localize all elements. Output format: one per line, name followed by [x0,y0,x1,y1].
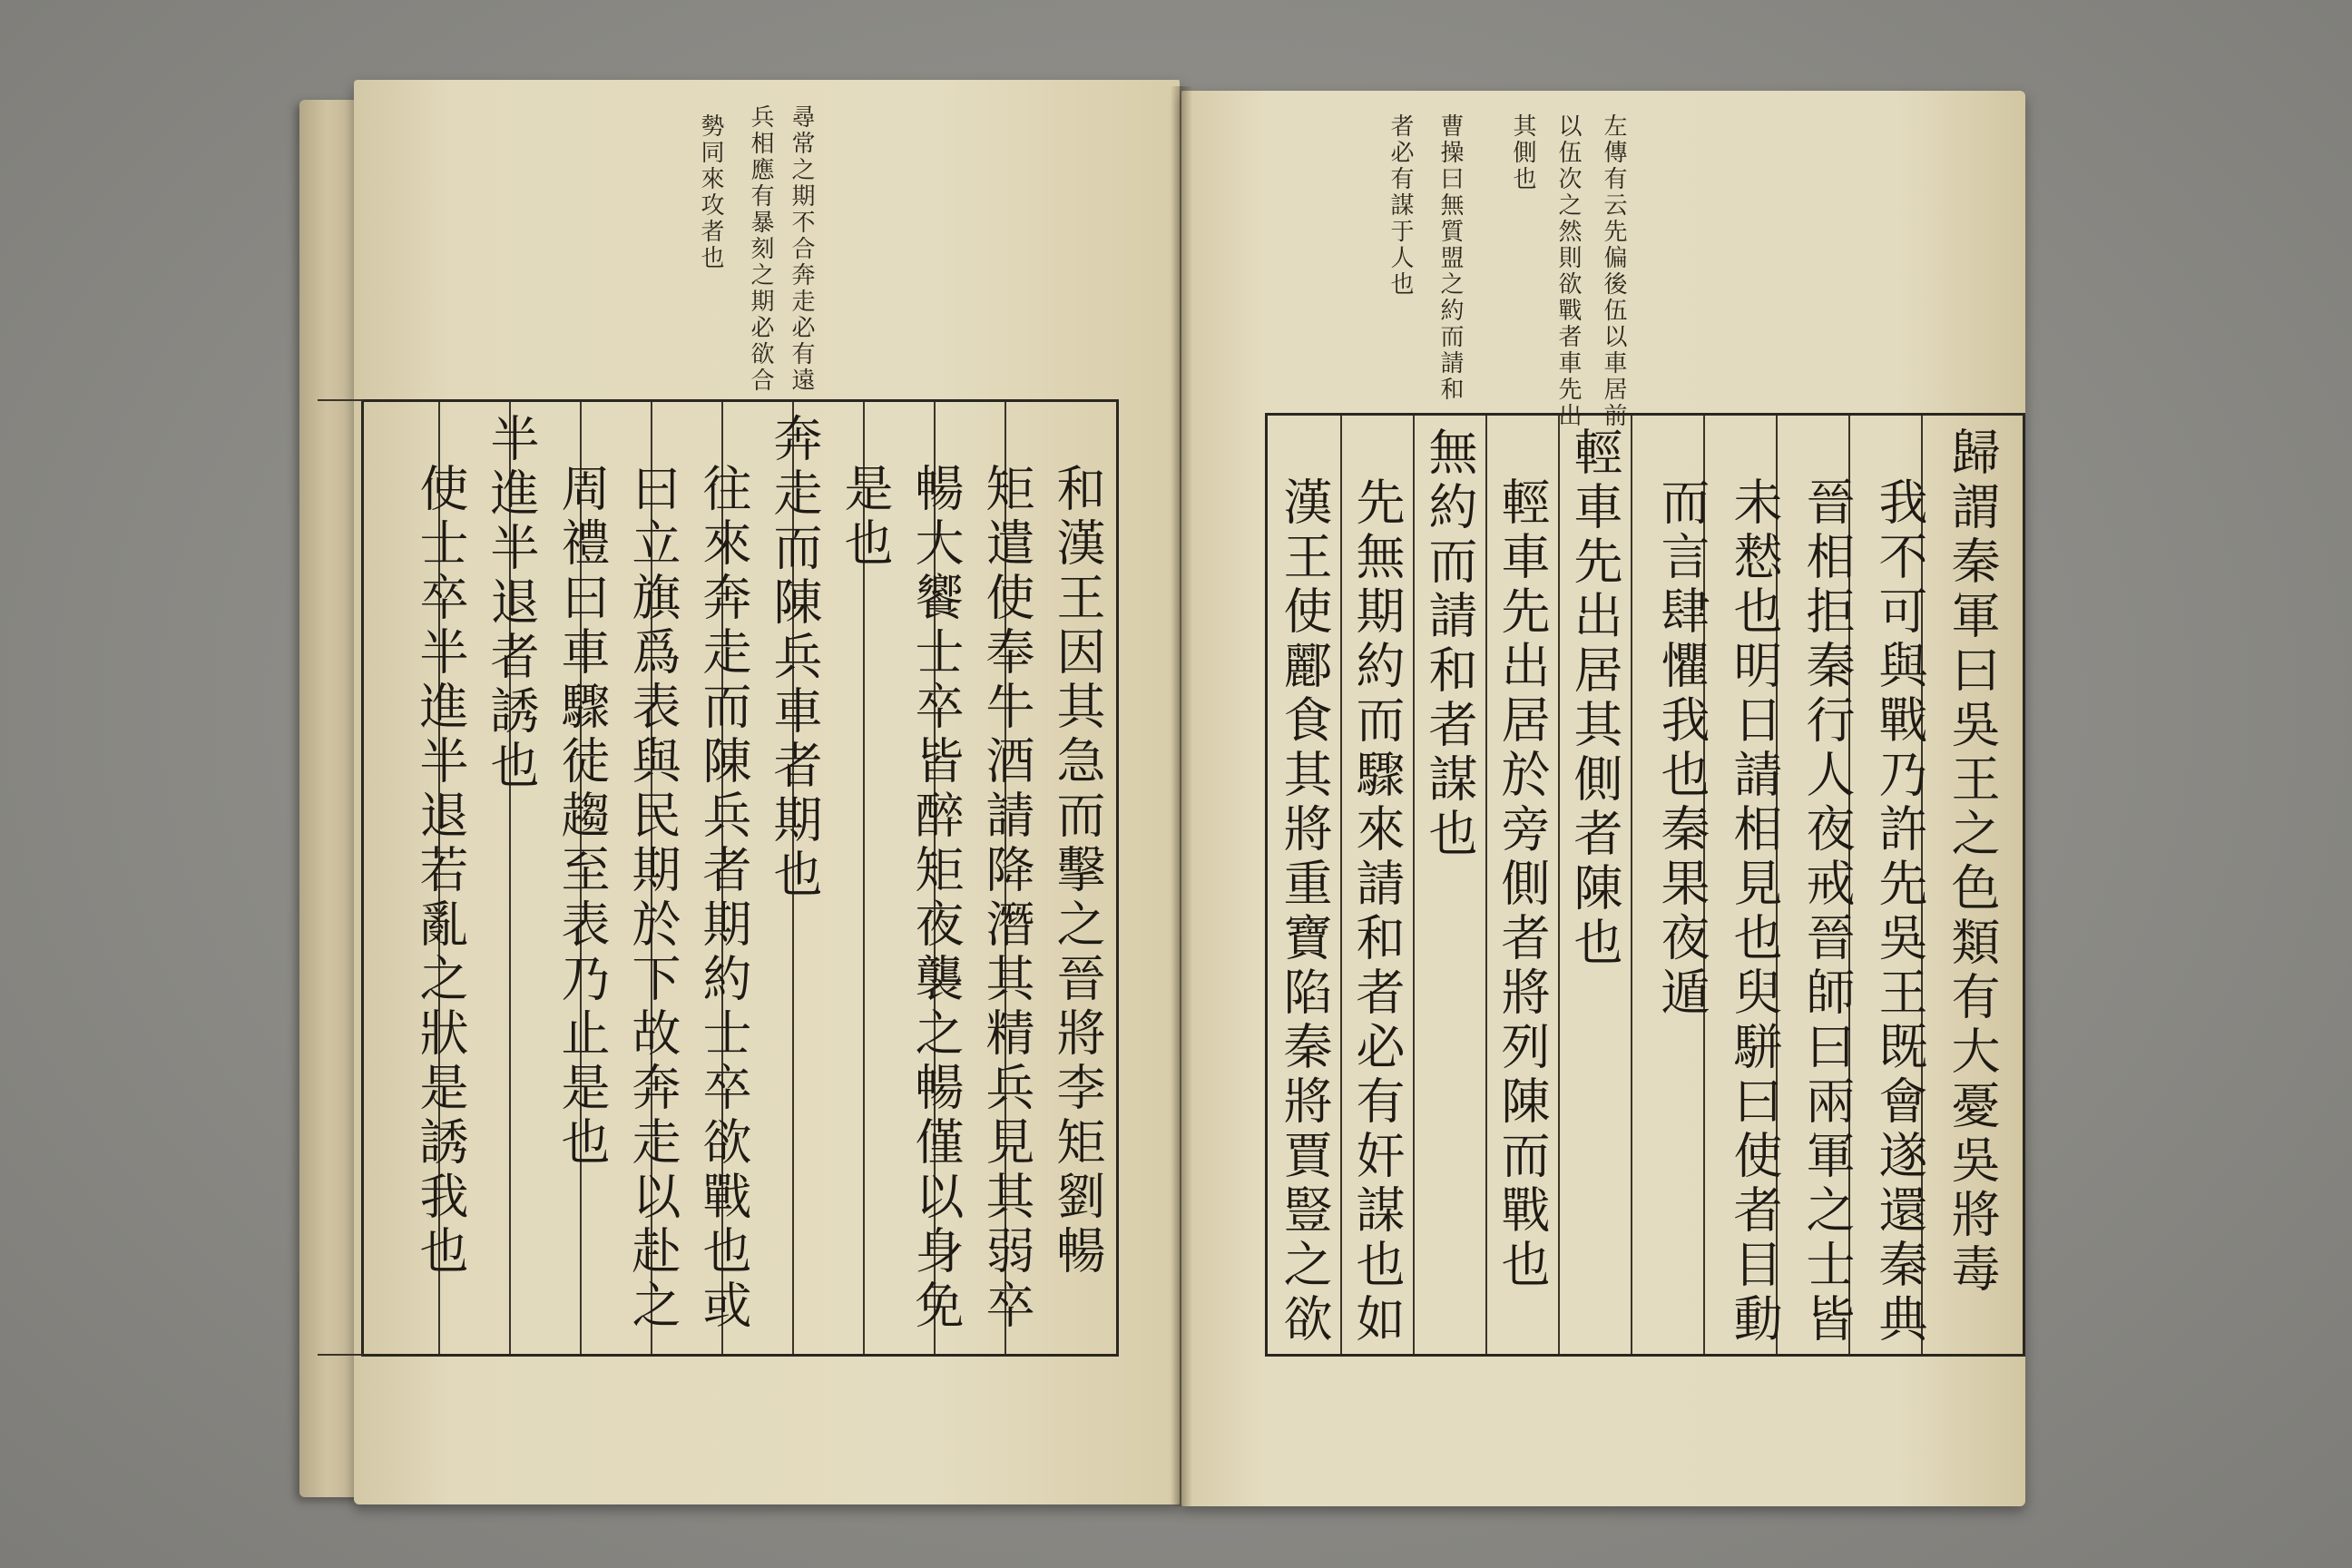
right-column-8: 無約而請和者謀也 [1421,426,1478,862]
left-column-7: 曰立旗爲表與民期於下故奔走以赴之 [624,463,681,1334]
left-column-9: 半進半退者誘也 [483,413,540,794]
right-column-4: 未慭也明日請相見也臾駢曰使者目動 [1726,476,1783,1348]
book-gutter [1171,86,1192,1506]
column-rule [1558,416,1560,1354]
right-column-1: 歸謂秦軍曰吳王之色類有大憂吳將毒 [1944,426,2001,1298]
left-note-3: 勢同來攻者也 [697,113,724,271]
right-column-2: 我不可與戰乃許先吳王既會遂還秦典 [1871,476,1928,1348]
right-note-1: 左傳有云先偏後伍以車居前 [1600,113,1627,429]
right-note-4: 曹操曰無質盟之約而請和 [1436,113,1464,403]
left-column-5: 奔走而陳兵車者期也 [766,413,823,903]
column-rule [1631,416,1632,1354]
left-column-1: 和漢王因其急而擊之晉將李矩劉暢 [1049,463,1106,1279]
right-column-3: 晉相拒秦行人夜戒晉師曰兩軍之士皆 [1798,476,1856,1348]
right-column-5: 而言肆懼我也秦果夜遁 [1653,476,1710,1021]
right-column-6: 輕車先出居其側者陳也 [1566,426,1623,971]
right-note-2: 以伍次之然則欲戰者車先出 [1554,113,1582,429]
right-column-7: 輕車先出居於旁側者將列陳而戰也 [1494,476,1551,1293]
frame-tick [318,399,363,401]
column-rule [1413,416,1415,1354]
left-column-3: 暢大饗士卒皆醉矩夜襲之暢僅以身免 [907,463,965,1334]
left-column-8: 周禮曰車驟徒趨至表乃止是也 [554,463,611,1171]
left-column-10: 使士卒半進半退若亂之狀是誘我也 [412,463,469,1279]
right-note-5: 者必有謀于人也 [1387,113,1414,298]
right-column-10: 漢王使酈食其將重寶陷秦將賈豎之欲 [1276,476,1333,1348]
left-column-6: 往來奔走而陳兵者期約士卒欲戰也或 [695,463,752,1334]
frame-tick [318,1354,363,1356]
left-column-4: 是也 [837,463,894,572]
column-rule [1340,416,1342,1354]
right-column-9: 先無期約而驟來請和者必有奸謀也如 [1348,476,1406,1348]
left-note-1: 尋常之期不合奔走必有遠 [788,104,815,394]
left-note-2: 兵相應有暴刻之期必欲合 [747,104,774,394]
left-column-2: 矩遣使奉牛酒請降潛其精兵見其弱卒 [978,463,1035,1334]
column-rule [1485,416,1487,1354]
right-note-3: 其側也 [1509,113,1536,192]
